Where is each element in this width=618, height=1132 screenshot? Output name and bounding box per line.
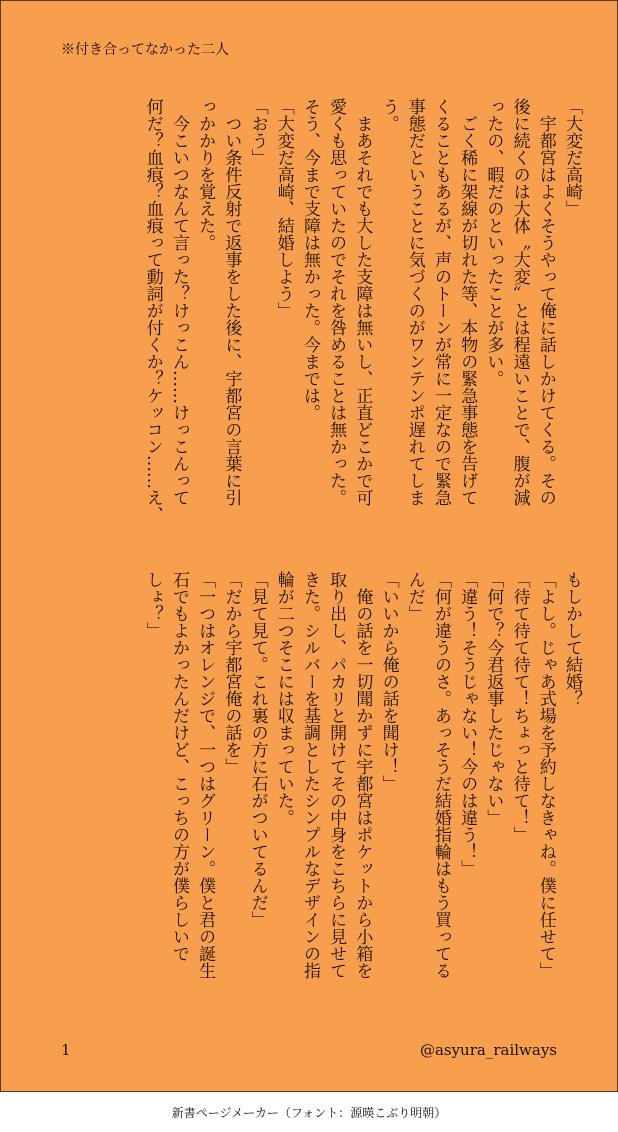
text-line: 「おう」 — [247, 98, 268, 166]
text-line: 何だ？血痕？血痕って動詞が付くか？ケッコン……え、 — [142, 98, 163, 523]
author-handle: @asyura_railways — [419, 1041, 557, 1059]
text-line: しょ？」 — [142, 571, 163, 639]
text-line: 宇都宮はよくそうやって俺に話しかけてくる。その — [535, 98, 556, 506]
text-line: ごく稀に架線が切れた等、本物の緊急事態を告げて — [457, 98, 478, 506]
upper-text-block — [140, 98, 585, 538]
footer-credit: 新書ページメーカー（フォント：源暎こぶり明朝） — [171, 1106, 447, 1120]
text-line: 「一つはオレンジで、一つはグリーン。僕と君の誕生 — [195, 571, 216, 979]
text-line: きた。シルバーを基調としたシンプルなデザインの指 — [299, 571, 320, 979]
text-line: 「大変だ高崎」 — [562, 98, 582, 217]
text-line: もしかして結婚？ — [562, 571, 582, 707]
text-line: 愛くも思っていたのでそれを咎めることは無かった。 — [326, 98, 347, 506]
text-line: 「違う！そうじゃない！今のは違う！」 — [457, 571, 478, 877]
text-line: そう、今まで支障は無かった。今までは。 — [299, 98, 320, 421]
text-line: 今こいつなんて言った？けっこん……けっこんって — [168, 98, 189, 506]
page-header-note: ※付き合ってなかった二人 — [61, 42, 229, 58]
text-line: んだ」 — [404, 571, 425, 622]
text-line: 「見て見て。これ裏の方に石がついてるんだ」 — [247, 571, 268, 928]
text-line: 事態だということに気づくのがワンテンポ遅れてしま — [404, 98, 425, 506]
page-number: 1 — [61, 1041, 71, 1059]
text-line: 「いいから俺の話を聞け！」 — [378, 571, 399, 792]
text-line: くることもあるが、声のトーンが常に一定なので緊急 — [430, 98, 451, 506]
text-line: 「待て待て待て！ちょっと待て！」 — [509, 571, 530, 843]
text-line: 「よし。じゃあ式場を予約しなきゃね。僕に任せて」 — [535, 571, 556, 979]
text-line: つい条件反射で返事をした後に、宇都宮の言葉に引 — [221, 98, 242, 506]
text-line: 「大変だ高崎、結婚しよう」 — [273, 98, 294, 319]
text-line: 「だから宇都宮俺の話を」 — [221, 571, 242, 775]
text-line: ったの、暇だのといったことが多い。 — [483, 98, 504, 387]
lower-text-block — [140, 571, 585, 1011]
text-line: う。 — [378, 98, 399, 132]
text-line: 「何で？今君返事したじゃない」 — [483, 571, 504, 826]
text-line: 「何が違うのさ。あっそうだ結婚指輪はもう買ってる — [430, 571, 451, 979]
text-line: 俺の話を一切聞かずに宇都宮はポケットから小箱を — [352, 571, 373, 979]
text-line: まあそれでも大した支障は無いし、正直どこかで可 — [352, 98, 373, 506]
text-line: 取り出し、パカリと開けてその中身をこちらに見せて — [326, 571, 347, 979]
text-line: っかかりを覚えた。 — [195, 98, 216, 251]
text-line: 輪が二つそこには収まっていた。 — [273, 571, 294, 826]
text-line: 後に続くのは大体〝大変〟とは程遠いことで、腹が減 — [509, 98, 530, 506]
text-line: 石でもよかったんだけど、こっちの方が僕らしいで — [168, 571, 189, 962]
